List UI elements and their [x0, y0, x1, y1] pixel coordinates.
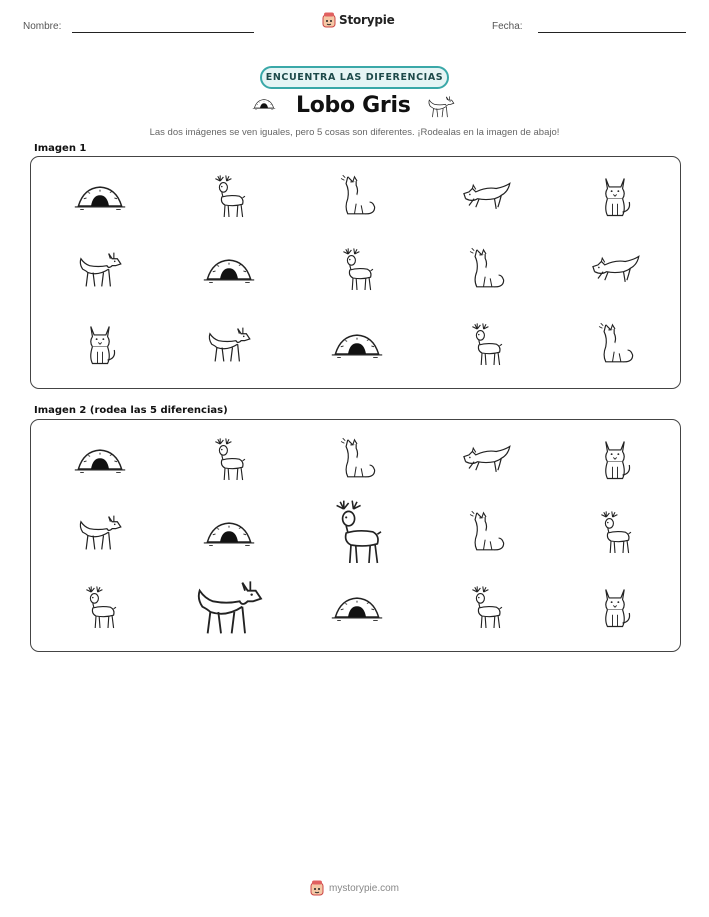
- sitting-wolf-icon[interactable]: [594, 584, 636, 632]
- date-label: Fecha:: [492, 21, 523, 32]
- sitting-wolf-icon[interactable]: [594, 436, 636, 484]
- activity-badge: ENCUENTRA LAS DIFERENCIAS: [260, 66, 449, 89]
- howling-wolf-icon: [465, 246, 507, 294]
- deer-icon: [337, 247, 377, 293]
- image1-label: Imagen 1: [34, 143, 87, 154]
- date-input-line[interactable]: [538, 32, 686, 33]
- name-label: Nombre:: [23, 21, 62, 32]
- brand-name: Storypie: [339, 13, 395, 27]
- footer: [0, 880, 709, 896]
- prowling-wolf-icon: [589, 253, 641, 287]
- den-icon[interactable]: [202, 515, 256, 551]
- footer-url: mystorypie.com: [328, 882, 399, 894]
- image1-panel: [30, 156, 681, 389]
- standing-wolf-icon: [74, 248, 126, 292]
- standing-wolf-icon: [203, 323, 255, 367]
- den-icon: [73, 179, 127, 215]
- large-standing-wolf-icon[interactable]: [189, 574, 269, 642]
- large-deer-icon[interactable]: [327, 498, 387, 568]
- standing-wolf-icon[interactable]: [74, 511, 126, 555]
- brand-logo: [322, 12, 395, 28]
- prowling-wolf-icon[interactable]: [460, 443, 512, 477]
- name-input-line[interactable]: [72, 32, 254, 33]
- image2-label: Imagen 2 (rodea las 5 diferencias): [34, 405, 228, 416]
- deer-icon[interactable]: [466, 585, 506, 631]
- howling-wolf-icon[interactable]: [465, 509, 507, 557]
- sitting-wolf-icon: [79, 321, 121, 369]
- howling-wolf-icon: [594, 321, 636, 369]
- den-icon: [202, 252, 256, 288]
- storypie-logo-icon: [322, 12, 336, 28]
- prowling-wolf-icon: [460, 180, 512, 214]
- storypie-logo-icon: [310, 880, 324, 896]
- deer-icon[interactable]: [209, 437, 249, 483]
- page-title: Lobo Gris: [296, 93, 411, 118]
- den-icon: [330, 327, 384, 363]
- howling-wolf-icon[interactable]: [336, 436, 378, 484]
- image2-panel[interactable]: [30, 419, 681, 652]
- den-icon[interactable]: [73, 442, 127, 478]
- den-icon: [252, 96, 276, 112]
- deer-icon[interactable]: [80, 585, 120, 631]
- sitting-wolf-icon: [594, 173, 636, 221]
- deer-icon: [209, 174, 249, 220]
- standing-wolf-icon: [425, 92, 457, 122]
- deer-icon[interactable]: [595, 510, 635, 556]
- howling-wolf-icon: [336, 173, 378, 221]
- den-icon[interactable]: [330, 590, 384, 626]
- instructions: Las dos imágenes se ven iguales, pero 5 cosas son diferentes. ¡Rodealas en la imagen de abajo!: [149, 127, 560, 138]
- deer-icon: [466, 322, 506, 368]
